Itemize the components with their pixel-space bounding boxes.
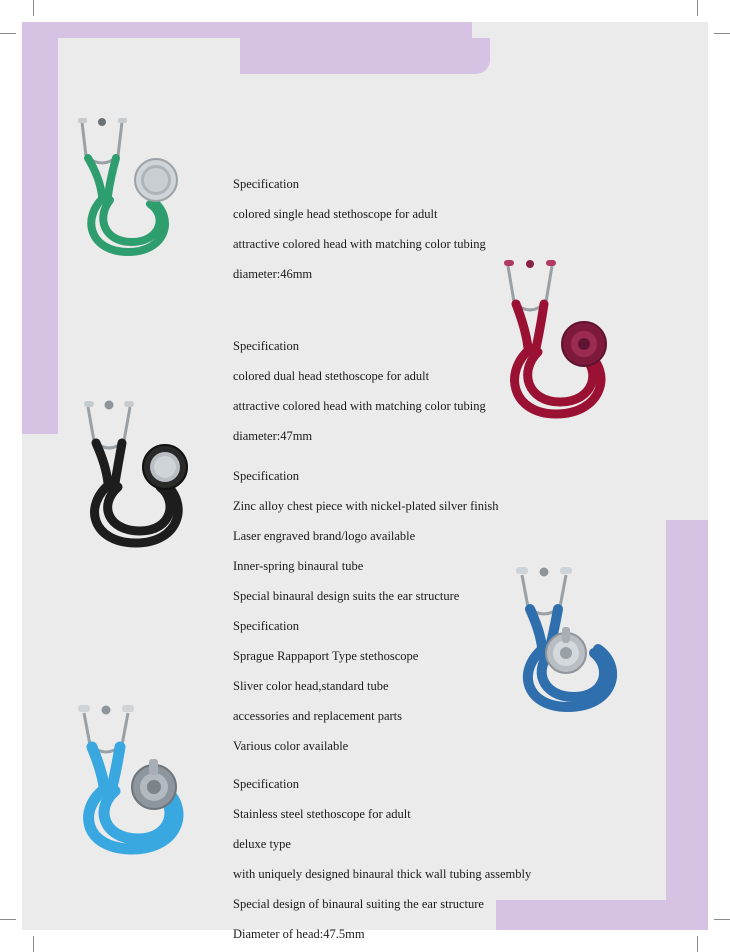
spec-title: Specification	[233, 619, 299, 633]
crop-mark-bottom-left	[33, 936, 34, 952]
crop-mark-left-top	[0, 33, 16, 34]
crop-mark-top-left	[33, 0, 34, 16]
crop-mark-right-bottom	[714, 919, 730, 920]
spec-line: Sprague Rappaport Type stethoscope	[233, 649, 419, 663]
spec-line: Special design of binaural suiting the ear structure	[233, 897, 484, 911]
spec-line: diameter:47mm	[233, 429, 313, 443]
crop-mark-left-bottom	[0, 919, 16, 920]
crop-mark-right-top	[714, 33, 730, 34]
spec-line: Various color available	[233, 739, 349, 753]
spec-line: Laser engraved brand/logo available	[233, 529, 416, 543]
product-image-lightblue-stainless-deluxe	[60, 695, 230, 860]
spec-block-burgundy-dual-head	[233, 324, 533, 444]
spec-line: colored dual head stethoscope for adult	[233, 369, 430, 383]
spec-line: with uniquely designed binaural thick wall tubing assembly	[233, 867, 532, 881]
spec-line: Sliver color head,standard tube	[233, 679, 389, 693]
spec-line: diameter:46mm	[233, 267, 313, 281]
decor-right-bar	[666, 520, 708, 930]
spec-line: Zinc alloy chest piece with nickel-plated silver finish	[233, 499, 499, 513]
decor-top-bar	[22, 22, 472, 38]
spec-line: deluxe type	[233, 837, 291, 851]
spec-block-green-single-head	[233, 162, 533, 282]
crop-mark-bottom-right	[697, 936, 698, 952]
product-image-green-single-head	[60, 100, 220, 260]
spec-block-lightblue-stainless-deluxe	[233, 762, 573, 942]
spec-title: Specification	[233, 777, 299, 791]
spec-block-blue-sprague-rappaport	[233, 604, 533, 754]
decor-left-bar	[22, 22, 58, 434]
spec-line: accessories and replacement parts	[233, 709, 403, 723]
spec-title: Specification	[233, 177, 299, 191]
spec-line: colored single head stethoscope for adult	[233, 207, 438, 221]
spec-line: Stainless steel stethoscope for adult	[233, 807, 411, 821]
spec-line: Special binaural design suits the ear structure	[233, 589, 460, 603]
spec-title: Specification	[233, 339, 299, 353]
decor-top-block	[240, 38, 490, 74]
spec-line: Diameter of head:47.5mm	[233, 927, 365, 941]
crop-mark-top-right	[697, 0, 698, 16]
product-image-black-zinc-alloy	[68, 385, 233, 550]
spec-line: attractive colored head with matching color tubing	[233, 237, 486, 251]
spec-line: Inner-spring binaural tube	[233, 559, 364, 573]
spec-line: attractive colored head with matching color tubing	[233, 399, 486, 413]
spec-title: Specification	[233, 469, 299, 483]
